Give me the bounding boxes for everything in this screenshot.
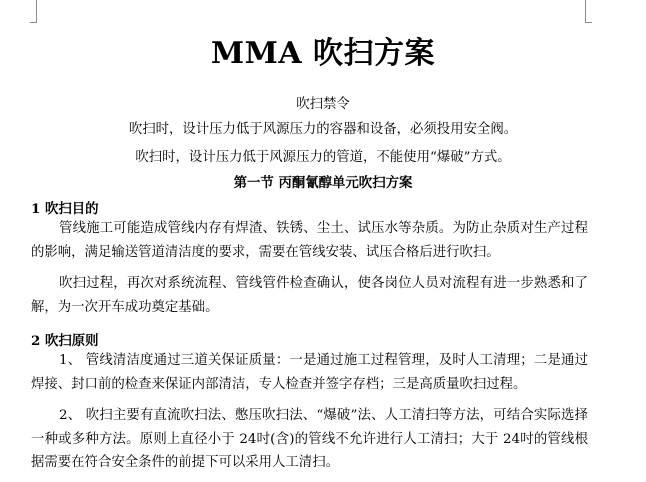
heading-purpose: 1 吹扫目的 (31, 201, 99, 217)
prohibition-title: 吹扫禁令 (296, 97, 350, 112)
prohibition-line-1: 吹扫时，设计压力低于风源压力的容器和设备，必须投用安全阀。 (128, 122, 518, 137)
prohibition-line-2: 吹扫时，设计压力低于风源压力的管道，不能使用“爆破”方式。 (135, 150, 511, 165)
section-title: 第一节 丙酮氰醇单元吹扫方案 (233, 175, 413, 191)
page-corner-mark-right (585, 0, 592, 23)
heading-principle: 2 吹扫原则 (31, 333, 99, 349)
paragraph-purpose-1: 管线施工可能造成管线内存有焊渣、铁锈、尘土、试压水等杂质。为防止杂质对生产过程的影响，满足输送管道清洁度的要求，需要在管线安装、试压合格后进行吹扫。 (31, 221, 588, 260)
paragraph-purpose-2: 吹扫过程，再次对系统流程、管线管件检查确认，使各岗位人员对流程有进一步熟悉和了解，为一次开车成功奠定基础。 (31, 276, 588, 315)
page-corner-mark-left (30, 0, 37, 23)
document-title: MMA 吹扫方案 (210, 36, 436, 71)
paragraph-principle-2: 2、 吹扫主要有直流吹扫法、憋压吹扫法、“爆破”法、人工清扫等方法，可结合实际选择一种或多种方法。原则上直径小于 24吋(含)的管线不允许进行人工清扫；大于 24吋的管线根据需要在符合安全条件的前提下可以采用人工清扫。 (31, 408, 588, 470)
paragraph-principle-1: 1、 管线清洁度通过三道关保证质量：一是通过施工过程管理，及时人工清理；二是通过焊接、封口前的检查来保证内部清洁，专人检查并签字存档；三是高质量吹扫过程。 (31, 353, 588, 392)
